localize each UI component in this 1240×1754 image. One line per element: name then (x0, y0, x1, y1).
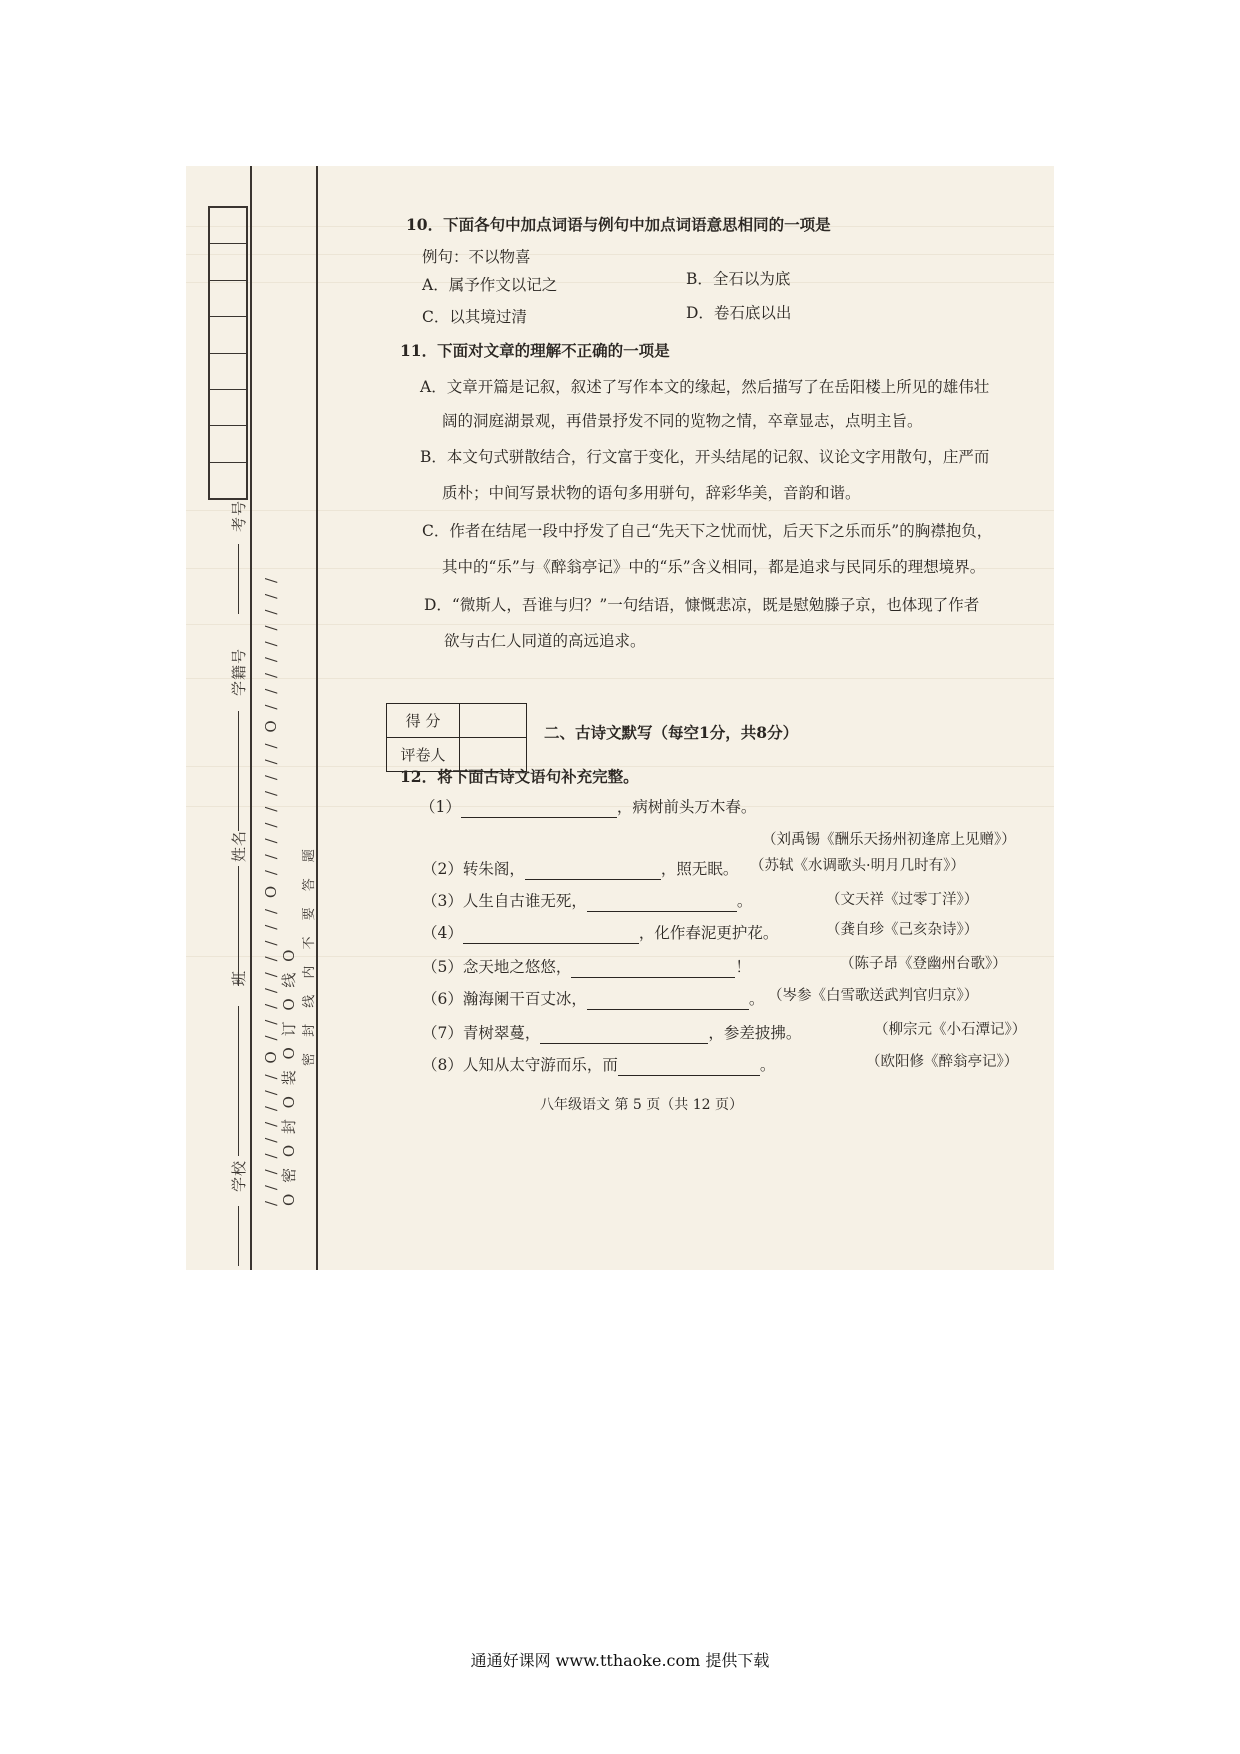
q10-option-c: C．以其境过清 (422, 308, 527, 326)
q12-item-7 (422, 1022, 801, 1044)
answer-blank[interactable] (571, 961, 735, 978)
item-suffix: 。 (748, 990, 765, 1008)
q12-item-5 (422, 956, 751, 978)
item-suffix: ，化作春泥更护花。 (638, 924, 779, 942)
section-2-title: 二、古诗文默写（每空1分，共8分） (544, 723, 799, 742)
student-id-boxes (208, 206, 248, 500)
q12-source-7: （柳宗元《小石潭记》） (874, 1022, 1027, 1038)
field-underline (238, 544, 239, 614)
score-label: 得 分 (387, 704, 460, 738)
item-number: （7） (422, 1024, 463, 1042)
field-underline (238, 711, 239, 831)
q11-option-a-line1: A．文章开篇是记叙，叙述了写作本文的缘起，然后描写了在岳阳楼上所见的雄伟壮 (420, 378, 990, 396)
seal-words: O 密 O 封 O 装 O 订 O 线 O (280, 946, 298, 1206)
q12-item-8 (422, 1054, 775, 1076)
item-prefix: 人生自古谁无死， (462, 892, 587, 910)
answer-blank[interactable] (618, 1059, 760, 1076)
q11-option-d-line2: 欲与古仁人同道的高远追求。 (444, 632, 646, 650)
q10-option-d: D．卷石底以出 (686, 304, 792, 322)
q12-source-4: （龚自珍《己亥杂诗》） (826, 922, 979, 938)
item-prefix: 转朱阁， (462, 860, 525, 878)
q12-source-2: （苏轼《水调歌头·明月几时有》） (750, 858, 965, 874)
item-number: （1） (420, 798, 461, 816)
q11-option-c-line1: C．作者在结尾一段中抒发了自己“先天下之忧而忧，后天下之乐而乐”的胸襟抱负， (422, 522, 993, 540)
score-box (386, 703, 527, 772)
answer-blank[interactable] (587, 993, 749, 1010)
score-value-cell[interactable] (460, 704, 527, 738)
item-number: （8） (422, 1056, 463, 1074)
q11-stem: 11．下面对文章的理解不正确的一项是 (400, 341, 670, 360)
q12-item-6 (422, 988, 764, 1010)
item-number: （2） (422, 860, 463, 878)
answer-blank[interactable] (540, 1027, 708, 1044)
q11-option-c-line2: 其中的“乐”与《醉翁亭记》中的“乐”含义相同，都是追求与民同乐的理想境界。 (442, 558, 986, 576)
q10-example: 例句：不以物喜 (422, 248, 531, 266)
item-suffix: ！ (735, 958, 751, 976)
item-prefix: 瀚海阑干百丈冰， (462, 990, 587, 1008)
q12-source-8: （欧阳修《醉翁亭记》） (866, 1054, 1019, 1070)
q10-option-a: A．属予作文以记之 (422, 276, 558, 294)
item-prefix: 念天地之悠悠， (462, 958, 572, 976)
answer-blank[interactable] (525, 863, 661, 880)
q11-option-b-line2: 质朴；中间写景状物的语句多用骈句，辞彩华美，音韵和谐。 (442, 484, 861, 502)
q12-stem: 12．将下面古诗文语句补充完整。 (400, 767, 639, 786)
answer-blank[interactable] (461, 801, 617, 818)
scanned-exam-page (186, 166, 1054, 1270)
field-underline (238, 866, 239, 986)
q12-source-6: （岑参《白雪歌送武判官归京》） (768, 988, 979, 1004)
q12-source-1: （刘禹锡《酬乐天扬州初逢席上见赠》） (762, 832, 1016, 848)
q12-item-3 (422, 890, 752, 912)
seal-notice: 密 封 线 内 不 要 答 题 (302, 843, 317, 1066)
q11-option-d-line1: D．“微斯人，吾谁与归？”一句结语，慷慨悲凉，既是慰勉滕子京，也体现了作者 (424, 596, 980, 614)
binding-line-left (250, 166, 252, 1270)
item-prefix: 青树翠蔓， (462, 1024, 541, 1042)
item-suffix: ，病树前头万木春。 (616, 798, 757, 816)
field-student-number: 学籍号 (230, 647, 248, 696)
q12-source-3: （文天祥《过零丁洋》） (826, 892, 979, 908)
site-footer: 通通好课网 www.tthaoke.com 提供下载 (470, 1651, 770, 1670)
binding-line-right (316, 166, 318, 1270)
field-underline (238, 1006, 239, 1156)
q11-option-b-line1: B．本文句式骈散结合，行文富于变化，开头结尾的记叙、议论文字用散句，庄严而 (420, 448, 990, 466)
answer-blank[interactable] (463, 927, 639, 944)
item-suffix: 。 (759, 1056, 776, 1074)
answer-blank[interactable] (587, 895, 737, 912)
page-number-footer: 八年级语文 第 5 页（共 12 页） (540, 1097, 743, 1113)
field-exam-number: 考号 (230, 499, 248, 532)
item-suffix: ，照无眠。 (660, 860, 739, 878)
field-name: 姓名 (230, 829, 248, 862)
item-number: （6） (422, 990, 463, 1008)
field-underline (238, 1206, 239, 1266)
q10-option-b: B．全石以为底 (686, 270, 791, 288)
item-suffix: ，参差披拂。 (708, 1024, 802, 1042)
q12-item-1 (420, 796, 756, 818)
item-prefix: 人知从太守游而乐，而 (462, 1056, 618, 1074)
item-number: （5） (422, 958, 463, 976)
item-number: （4） (422, 924, 463, 942)
q10-stem: 10．下面各句中加点词语与例句中加点词语意思相同的一项是 (406, 215, 831, 234)
binding-marks: / / / / / / / / / O / / / / / / / / / O / / / / / / / / / O / / / / / / / / / (262, 574, 280, 1206)
field-class: 班 (230, 969, 248, 986)
item-number: （3） (422, 892, 463, 910)
item-suffix: 。 (736, 892, 753, 910)
q12-item-2 (422, 858, 738, 880)
field-school: 学校 (230, 1159, 248, 1192)
grader-label: 评卷人 (387, 738, 460, 772)
q12-item-4 (422, 922, 778, 944)
q11-option-a-line2: 阔的洞庭湖景观，再借景抒发不同的览物之情，卒章显志，点明主旨。 (442, 412, 923, 430)
q12-source-5: （陈子昂《登幽州台歌》） (840, 956, 1007, 972)
